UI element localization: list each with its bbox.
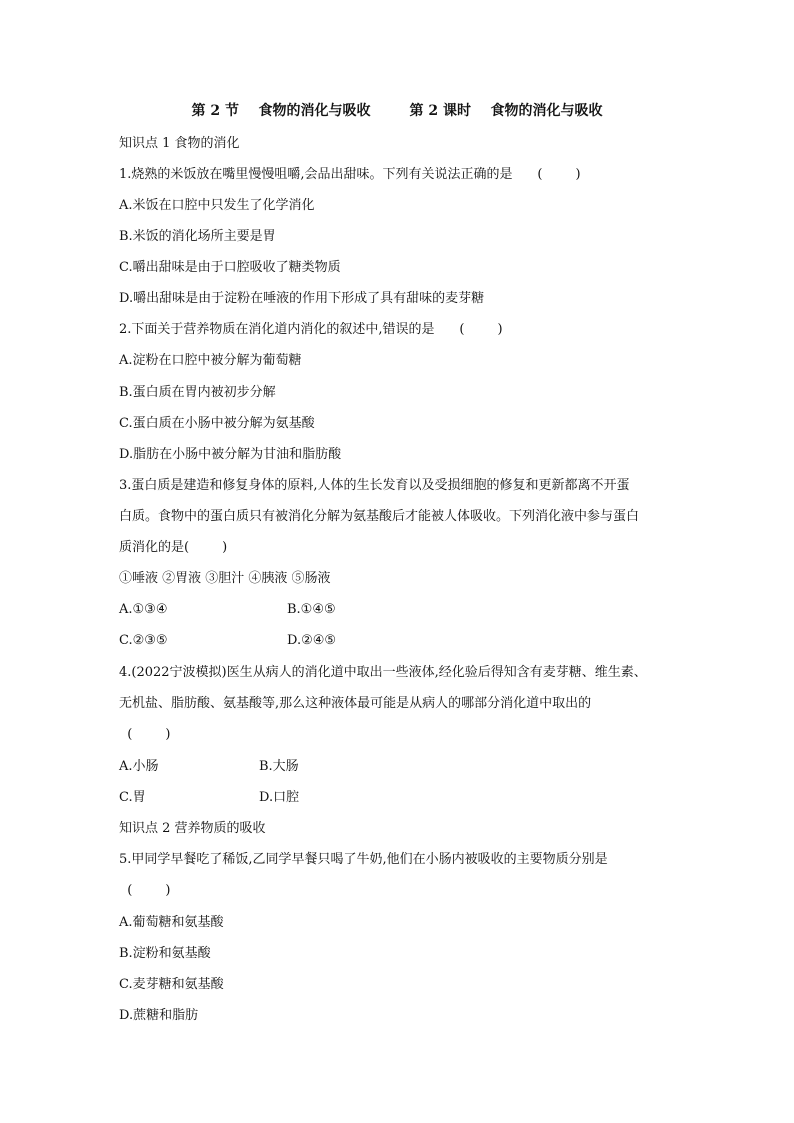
question-3-items: ①唾液 ②胃液 ③胆汁 ④胰液 ⑤肠液 [119,571,331,586]
question-4-option-d: D.口腔 [259,790,300,805]
question-2-option-a: A.淀粉在口腔中被分解为葡萄糖 [119,353,302,368]
question-5-option-c: C.麦芽糖和氨基酸 [119,977,224,992]
question-5-stem-line-1: 5.甲同学早餐吃了稀饭,乙同学早餐只喝了牛奶,他们在小肠内被吸收的主要物质分别是 [119,852,608,867]
question-3-option-d: D.②④⑤ [287,633,337,648]
question-3-stem-line-1: 3.蛋白质是建造和修复身体的原料,人体的生长发育以及受损细胞的修复和更新都离不开蛋 [119,478,630,493]
section-heading-absorption: 知识点 2 营养物质的吸收 [119,821,266,836]
question-4-stem-line-1: 4.(2022宁波模拟)医生从病人的消化道中取出一些液体,经化验后得知含有麦芽糖、维生素、 [119,665,647,680]
question-2-option-d: D.脂肪在小肠中被分解为甘油和脂肪酸 [119,447,342,462]
question-4-option-c: C.胃 [119,790,146,805]
question-5-option-d: D.蔗糖和脂肪 [119,1008,199,1023]
question-5-option-a: A.葡萄糖和氨基酸 [119,915,224,930]
question-3-option-b: B.①④⑤ [287,602,336,617]
question-1-option-b: B.米饭的消化场所主要是胃 [119,229,276,244]
question-5-option-b: B.淀粉和氨基酸 [119,946,211,961]
section-heading-digestion: 知识点 1 食物的消化 [119,136,240,151]
question-2-option-b: B.蛋白质在胃内被初步分解 [119,385,276,400]
question-3-option-a: A.①③④ [119,602,168,617]
question-5-stem-line-2: ( ) [119,883,171,898]
question-3-option-c: C.②③⑤ [119,633,168,648]
question-4-option-a: A.小肠 [119,759,159,774]
question-1-stem: 1.烧熟的米饭放在嘴里慢慢咀嚼,会品出甜味。下列有关说法正确的是 ( ) [119,167,581,182]
question-1-option-a: A.米饭在口腔中只发生了化学消化 [119,198,315,213]
question-4-stem-line-2: 无机盐、脂肪酸、氨基酸等,那么这种液体最可能是从病人的哪部分消化道中取出的 [119,696,592,711]
question-3-stem-line-2: 白质。食物中的蛋白质只有被消化分解为氨基酸后才能被人体吸收。下列消化液中参与蛋白 [119,509,640,524]
question-1-option-d: D.嚼出甜味是由于淀粉在唾液的作用下形成了具有甜味的麦芽糖 [119,291,485,306]
page-title: 第 2 节 食物的消化与吸收 第 2 课时 食物的消化与吸收 [191,103,603,119]
question-4-option-b: B.大肠 [259,759,299,774]
question-2-option-c: C.蛋白质在小肠中被分解为氨基酸 [119,416,315,431]
question-2-stem: 2.下面关于营养物质在消化道内消化的叙述中,错误的是 ( ) [119,322,503,337]
question-4-stem-line-3: ( ) [119,727,171,742]
question-1-option-c: C.嚼出甜味是由于口腔吸收了糖类物质 [119,260,341,275]
question-3-stem-line-3: 质消化的是( ) [119,540,228,555]
